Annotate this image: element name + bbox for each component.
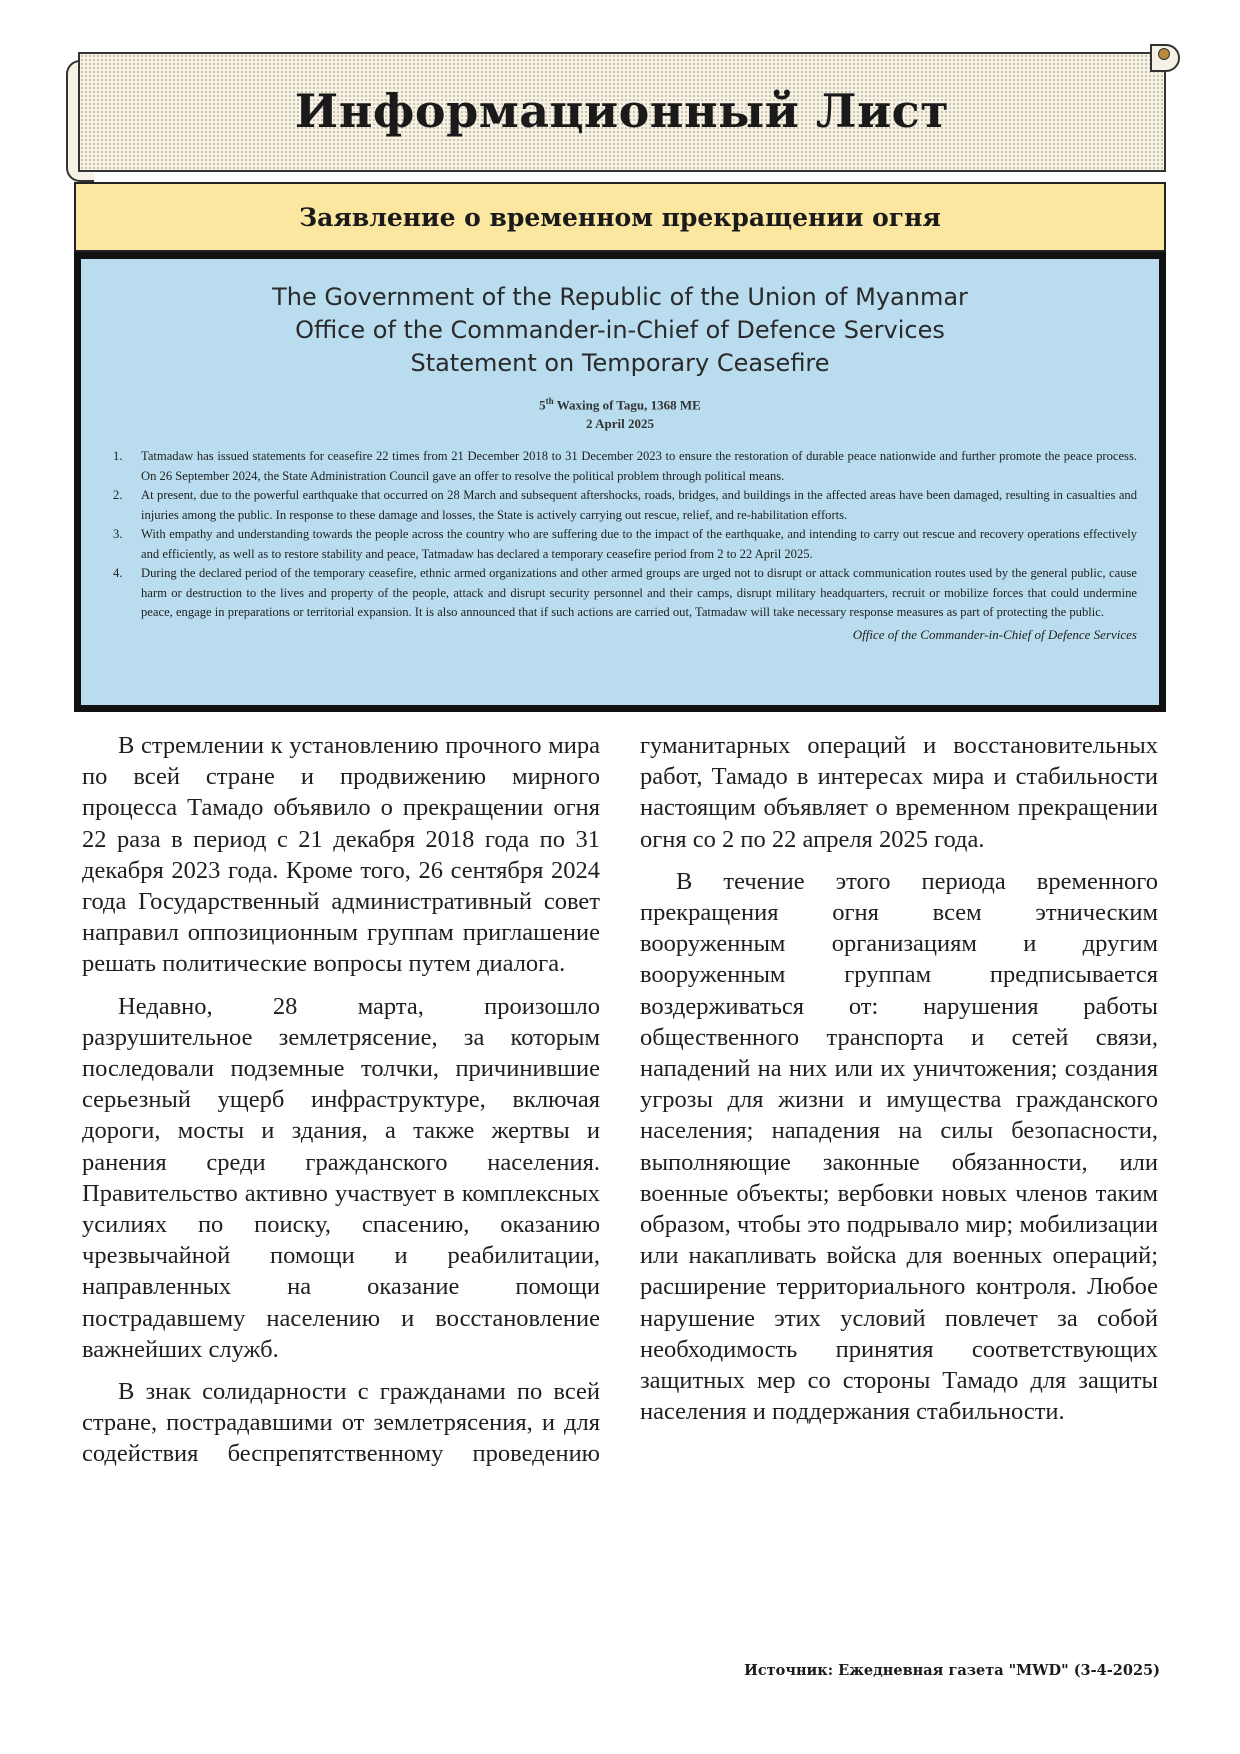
statement-heading-line1: The Government of the Republic of the Union of Myanmar <box>272 283 968 311</box>
statement-item-number: 4. <box>113 566 123 581</box>
body-paragraph: В знак солидарности с гражданами по всей стране, пострадавшими от землетрясения, и для содействия беспрепятственному проведению <box>82 1378 600 1468</box>
body-paragraph: В стремлении к установлению прочного мира по всей стране и продвижению мирного процесса Тамадо объявило о прекращении огня 22 раза в период с 21 декабря 2018 года по 31 декабря 2023 года. Кроме того, 26 сентября 2024 года Государственный административный совет направил оппозиционным группам приглашение решать политические вопросы путем диалога. <box>82 732 600 978</box>
source-credit: Источник: Ежедневная газета "MWD" (3-4-2025) <box>744 1662 1160 1679</box>
statement-item-number: 1. <box>113 449 123 464</box>
statement-item-text: Tatmadaw has issued statements for ceasefire 22 times from 21 December 2018 to 31 December 2023 to ensure the restoration of durable peace nationwide and further promote the peace process. On 26 September 2024, the State Administration Council gave an offer to resolve the political problem through political means. <box>141 449 1137 483</box>
statement-heading-line2: Office of the Commander-in-Chief of Defence Services <box>295 316 945 344</box>
statement-item <box>103 525 1137 564</box>
statement-signature: Office of the Commander-in-Chief of Defence Services <box>852 626 1137 642</box>
statement-list <box>103 447 1137 623</box>
date-rest: Waxing of Tagu, 1368 ME <box>553 397 701 413</box>
statement-item-number: 3. <box>113 527 123 542</box>
statement-panel <box>81 259 1159 705</box>
body-paragraph: В течение этого периода временного прекращения огня всем этническим вооруженным организациям и другим вооруженным группам предписывается воздерживаться от: нарушения работы общественного транспорта и сетей связи, нападений на них или их уничтожения; создания угрозы для жизни и имущества гражданского населения; нападения на силы безопасности, выполняющие законные обязанности, или военные объекты; вербовки новых членов таким образом, чтобы это подрывало мир; мобилизации или накапливать войска для военных операций; расширение территориального контроля. Любое нарушение этих условий повлечет за собой необходимость принятия соответствующих защитных мер со стороны Тамадо для защиты населения и поддержания стабильности. <box>640 867 1158 1426</box>
statement-date-line2: 2 April 2025 <box>586 416 654 432</box>
date-day: 5 <box>539 397 546 413</box>
body-column-right <box>640 730 1158 1438</box>
body-paragraph: гуманитарных операций и восстановительных работ, Тамадо в интересах мира и стабильности настоящим объявляет о временном прекращении огня со 2 по 22 апреля 2025 года. <box>640 732 1158 853</box>
subtitle: Заявление о временном прекращении огня <box>299 202 941 232</box>
title-scroll-banner <box>78 52 1166 172</box>
body-column-left <box>82 730 600 1481</box>
statement-item-text: During the declared period of the temporary ceasefire, ethnic armed organizations and other armed groups are urged not to disrupt or attack communication routes used by the general public, cause harm or destruction to the lives and property of the people, attack and disrupt security personnel and their camps, disrupt military headquarters, recruit or mobilize forces that could undermine peace, engage in preparations or territorial expansion. It is also announced that if such actions are carried out, Tatmadaw will take necessary response measures as part of protecting the public. <box>141 566 1137 620</box>
body-paragraph: Недавно, 28 марта, произошло разрушительное землетрясение, за которым последовали подземные толчки, причинившие серьезный ущерб инфраструктуре, включая дороги, мосты и здания, а также жертвы и ранения среди гражданского населения. Правительство активно участвует в комплексных усилиях по поиску, спасению, оказанию чрезвычайной помощи и реабилитации, направленных на оказание помощи пострадавшему населению и восстановление важнейших служб. <box>82 992 600 1363</box>
statement-image <box>74 252 1166 712</box>
statement-heading <box>103 281 1137 380</box>
statement-date <box>103 392 1137 433</box>
statement-item <box>103 447 1137 486</box>
statement-item-text: At present, due to the powerful earthquake that occurred on 28 March and subsequent aftershocks, roads, bridges, and buildings in the affected areas have been damaged, resulting in casualties and injuries among the public. In response to these damage and losses, the State is actively carrying out rescue, relief, and re-habilitation efforts. <box>141 488 1137 522</box>
statement-item <box>103 486 1137 525</box>
statement-heading-line3: Statement on Temporary Ceasefire <box>410 349 830 377</box>
statement-item-number: 2. <box>113 488 123 503</box>
date-ordinal: th <box>545 396 554 406</box>
statement-date-line1 <box>103 392 1137 414</box>
scroll-knob-icon <box>1158 48 1170 60</box>
statement-item-text: With empathy and understanding towards the people across the country who are suffering due to the impact of the earthquake, and intending to carry out rescue and recovery operations effectively and efficiently, as well as to restore stability and peace, Tatmadaw has declared a temporary ceasefire period from 2 to 22 April 2025. <box>141 527 1137 561</box>
page-title: Информационный Лист <box>294 84 950 138</box>
subtitle-band <box>74 182 1166 252</box>
statement-item <box>103 564 1137 623</box>
